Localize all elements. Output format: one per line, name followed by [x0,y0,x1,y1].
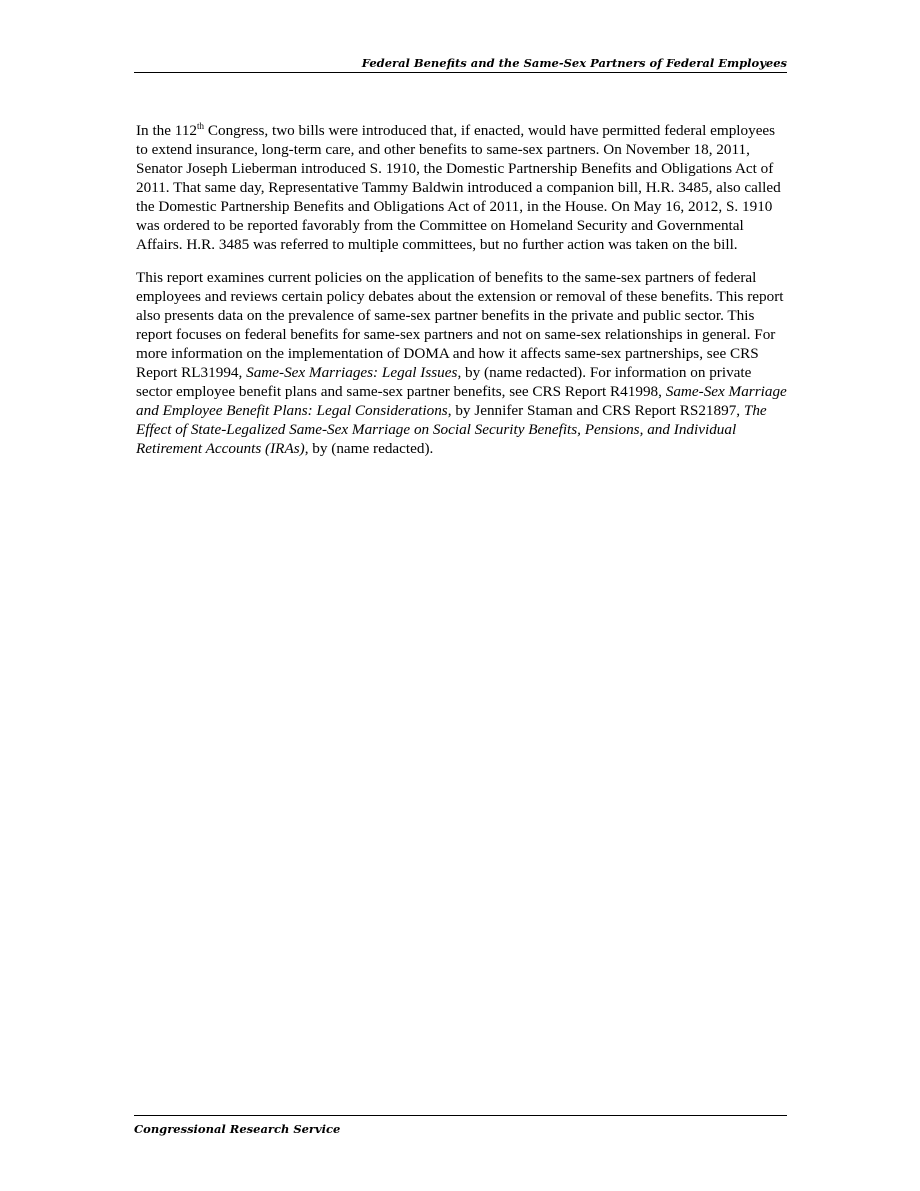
running-header-title: Federal Benefits and the Same-Sex Partners of Federal Employees [361,56,787,70]
scope-text-1: This report examines current policies on the application of benefits to the same-sex partners of federal employees and reviews certain policy debates about the extension or removal of these benefits. This report also presents data on the prevalence of same-sex partner benefits in the private and public sector. This report focuses on federal benefits for same-sex partners and not on same-sex relationships in general. For more information on the implementation of DOMA and how it affects same-sex partnerships, see CRS Report RL31994, [136,269,784,381]
running-header [134,55,787,73]
paragraph-bills-rest: Congress, two bills were introduced that, if enacted, would have permitted federal employees to extend insurance, long-term care, and other benefits to same-sex partners. On November 18, 2011, Senator Joseph Lieberman introduced S. 1910, the Domestic Partnership Benefits and Obligations Act of 2011. That same day, Representative Tammy Baldwin introduced a companion bill, H.R. 3485, also called the Domestic Partnership Benefits and Obligations Act of 2011, in the House. On May 16, 2012, S. 1910 was ordered to be reported favorably from the Committee on Homeland Security and Governmental Affairs. H.R. 3485 was referred to multiple committees, but no further action was taken on the bill. [136,122,781,253]
scope-text-4: , by (name redacted). [304,440,434,457]
paragraph-bills-start: In the 112 [136,122,198,139]
footer-publisher: Congressional Research Service [134,1122,341,1136]
report-title-rl31994: Same-Sex Marriages: Legal Issues [246,364,458,381]
report-body [136,121,787,472]
scope-text-2: , by (name redacted). For information on private sector employee benefit plans and same-sex partner benefits, see CRS Report R41998, [136,364,752,400]
ordinal-suffix: th [197,121,205,131]
paragraph-bills [136,121,787,254]
paragraph-scope [136,268,787,458]
running-footer [134,1115,787,1137]
scope-text-3: , by Jennifer Staman and CRS Report RS21897, [447,402,744,419]
report-title-r41998: Same-Sex Marriage and Employee Benefit Plans: Legal Considerations [136,383,787,419]
report-title-rs21897: The Effect of State-Legalized Same-Sex Marriage on Social Security Benefits, Pensions, and Individual Retirement Accounts (IRAs) [136,402,767,457]
